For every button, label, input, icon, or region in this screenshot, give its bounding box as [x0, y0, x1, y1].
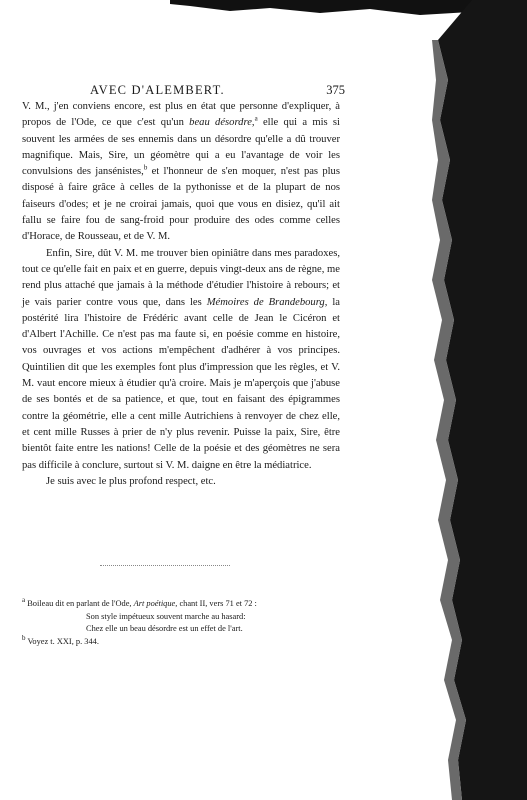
paragraph: V. M., j'en conviens encore, est plus en état que personne d'expliquer, à propos de l'Ode, ce que c'est qu'un beau désordre,$^a$ elle qui a mis si souvent les armées de ses ennemis dans un désordre qu'elle a dû trouver magnifique. Mais, Sire, un géomètre qui a eu l'avantage de voir les convulsions des jansénistes,$^b$ et l'honneur de s'en moquer, n'est pas plus disposé à faire grâce à celles de la pythonisse et de la plupart de nos faiseurs d'odes; et je ne croirai jamais, quoi que vous en disiez, qu'il ait fallu se faire fou de sang-froid pour produire des odes comme celles d'Horace, de Rousseau, et de V. M.: [22, 101, 340, 243]
footnote-separator: [100, 565, 230, 566]
paragraph: Enfin, Sire, dût V. M. me trouver bien opiniâtre dans mes paradoxes, tout ce qu'elle fait en paix et en guerre, depuis vingt-deux ans de règne, me rend plus attaché que jamais à la méthode d'étudier l'histoire à rebours; et je vais parier contre vous que, dans les Mémoires de Brandebourg, la postérité lira l'histoire de Frédéric avant celle de Jean le Cicéron et d'Albert l'Achille. Ce n'est pas ma faute si, en poésie comme en histoire, vos ouvrages et vos actions m'empêchent d'adhérer à vos principes. Quintilien dit que les exemples font plus d'impression que les règles, et V. M. vaut encore mieux à étudier qu'à croire. Mais je m'aperçois que j'abuse de ses bontés et de sa patience, et que, tout en faisant des épigrammes contre la géométrie, elle a cent mille Autrichiens à renvoyer de chez elle, et cent mille Russes à prier de n'y plus revenir. Puisse la paix, Sire, être bientôt faite entre les nations! Celle de la poésie et des géomètres ne sera pas difficile à conclure, surtout si V. M. daigne en être la médiatrice.: [22, 247, 340, 471]
running-title: AVEC D'ALEMBERT.: [90, 83, 225, 97]
footnote-b: $^b$ Voyez t. XXI, p. 344.: [22, 633, 99, 646]
footnote-ref-a: a: [254, 114, 258, 123]
quoted-phrase: beau désordre,: [189, 117, 255, 129]
footnote-a: $^a$ Boileau dit en parlant de l'Ode, Art poétique, chant II, vers 71 et 72 :: [22, 596, 257, 608]
footnote-verse: Chez elle un beau désordre est un effet de l'art.: [86, 624, 243, 633]
page-number: 375: [326, 83, 345, 97]
footnote-verse: Son style impétueux souvent marche au hasard:: [86, 611, 246, 621]
scan-shadow-right: [432, 0, 527, 800]
book-title: Mémoires de Brandebourg: [206, 296, 325, 308]
closing-line: Je suis avec le plus profond respect, etc.: [46, 475, 216, 487]
footnote-ref-b: b: [143, 163, 148, 172]
running-header: [60, 83, 345, 99]
footnotes: [22, 598, 340, 648]
letter-body: [22, 99, 340, 490]
